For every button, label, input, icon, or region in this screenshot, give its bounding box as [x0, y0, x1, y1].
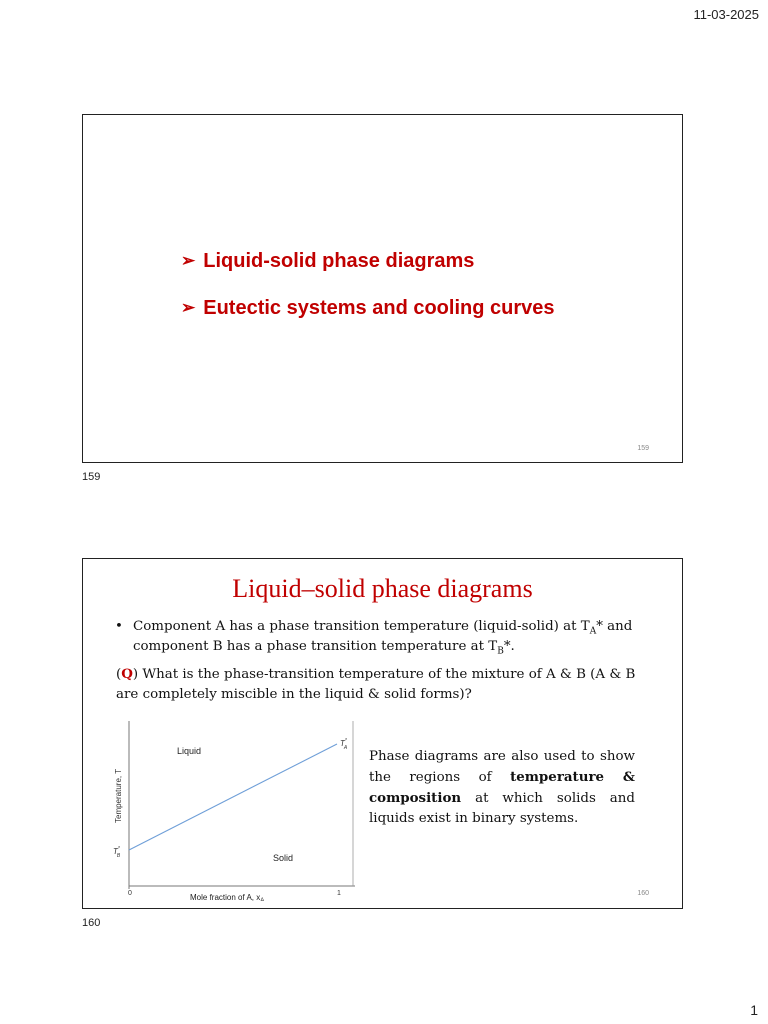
page-number: 1 [750, 1002, 758, 1018]
question-open: ( [116, 667, 122, 682]
x-tick-0: 0 [128, 890, 132, 897]
side-text-bold: temperature & composition [369, 769, 635, 806]
topic-label: Eutectic systems and cooling curves [203, 296, 555, 319]
slide-number: 160 [637, 890, 649, 897]
bullet-dot-icon: • [115, 619, 123, 634]
subscript-b: B [497, 646, 504, 657]
topic-label: Liquid-solid phase diagrams [203, 249, 475, 272]
print-date: 11-03-2025 [693, 7, 759, 22]
question-marker: Q [121, 666, 133, 682]
slide-caption-number: 159 [82, 471, 101, 483]
tb-sub: B [116, 853, 121, 859]
x-axis-label-sub: A [260, 898, 265, 901]
side-text-part: Phase diagrams are also used to show the regions of [369, 749, 635, 785]
x-axis-label-text: Mole fraction of A, x [190, 893, 261, 901]
ta-sub: A [343, 745, 348, 751]
phase-diagram [107, 711, 357, 901]
subscript-a: A [589, 626, 597, 637]
y-axis-label: Temperature, T [114, 768, 123, 823]
ta-letter: T [340, 739, 345, 748]
equilibrium-line [129, 744, 337, 850]
bullet-text [133, 617, 655, 657]
slide-title: Liquid–solid phase diagrams [232, 574, 533, 603]
slide-160 [82, 558, 683, 909]
side-paragraph [369, 747, 635, 829]
slide-caption-number: 160 [82, 917, 101, 929]
ta-star-label [340, 738, 348, 751]
tb-star-label [113, 846, 121, 859]
side-text-part: at which solids and liquids exist in binary systems. [369, 791, 635, 826]
slide-159 [82, 114, 683, 463]
tb-letter: T [113, 847, 118, 856]
liquid-region-label: Liquid [177, 746, 202, 756]
topic-item [181, 295, 555, 321]
ta-star: * [344, 738, 347, 744]
solid-region-label: Solid [273, 853, 294, 863]
bullet-text-part: *. [503, 639, 515, 654]
topic-item [181, 248, 555, 274]
bullet-text-part: Component A has a phase transition temperature (liquid-solid) at T [133, 619, 590, 634]
x-axis-label [190, 893, 264, 901]
slide-number: 159 [637, 445, 649, 452]
x-tick-1: 1 [337, 890, 341, 897]
topic-list [181, 248, 555, 342]
question-text: ) What is the phase-transition temperature of the mixture of A & B (A & B are completely miscible in the liquid & solid forms)? [116, 667, 636, 702]
tb-star: * [117, 846, 120, 852]
arrow-bullet-icon: ➢ [181, 251, 196, 270]
bullet-paragraph [115, 617, 655, 657]
bullet-text-part: * and component B has a phase transition temperature at T [133, 619, 633, 654]
arrow-bullet-icon: ➢ [181, 298, 196, 317]
question-paragraph [116, 664, 661, 705]
